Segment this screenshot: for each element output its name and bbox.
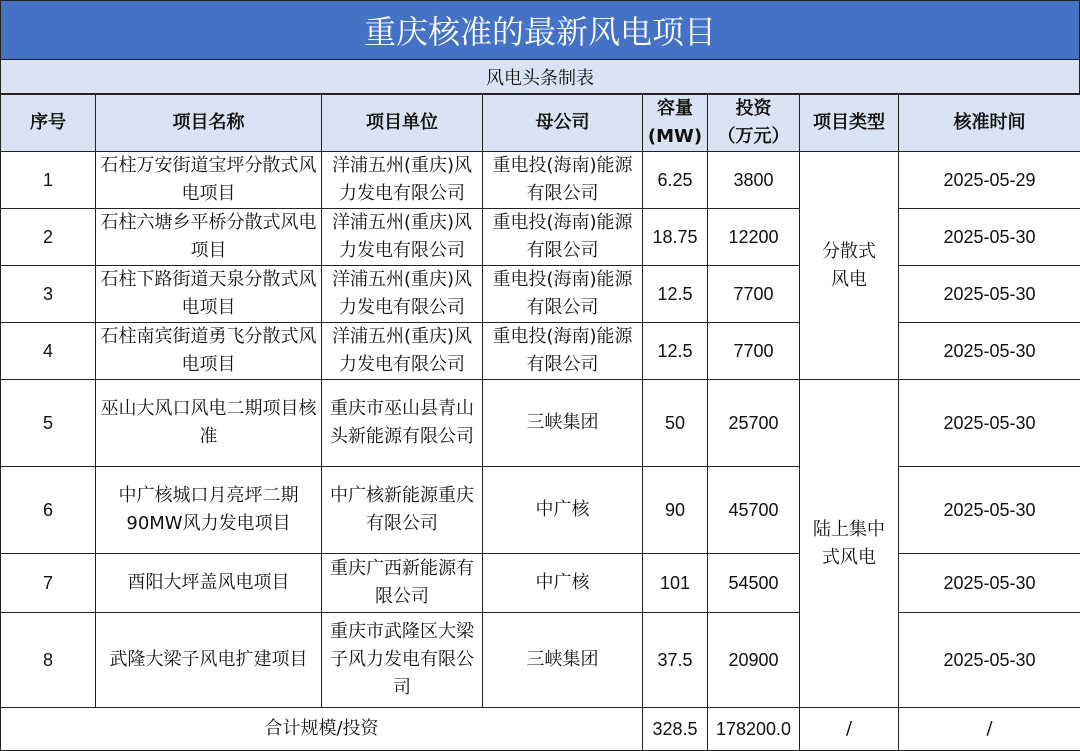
cell-unit: 洋浦五州(重庆)风力发电有限公司 (322, 323, 483, 380)
header-type: 项目类型 (800, 95, 899, 152)
cell-name: 石柱下路街道天泉分散式风电项目 (96, 266, 322, 323)
total-capacity: 328.5 (643, 708, 708, 751)
cell-date: 2025-05-30 (899, 323, 1080, 380)
cell-seq: 5 (1, 380, 96, 467)
total-type: / (800, 708, 899, 751)
cell-seq: 2 (1, 209, 96, 266)
cell-parent: 重电投(海南)能源有限公司 (483, 266, 643, 323)
cell-seq: 8 (1, 613, 96, 708)
cell-capacity: 50 (643, 380, 708, 467)
header-capacity (643, 95, 708, 152)
cell-capacity: 6.25 (643, 152, 708, 209)
total-invest: 178200.0 (708, 708, 800, 751)
cell-invest: 7700 (708, 266, 800, 323)
header-date: 核准时间 (899, 95, 1080, 152)
cell-seq: 6 (1, 467, 96, 554)
header-capacity-line1: 容量 (645, 95, 705, 123)
type-centralized-label: 陆上集中式风电 (811, 516, 887, 572)
cell-invest: 54500 (708, 554, 800, 613)
cell-capacity: 18.75 (643, 209, 708, 266)
table-row (1, 380, 1080, 467)
table-row (1, 152, 1080, 209)
cell-unit: 重庆市巫山县青山头新能源有限公司 (322, 380, 483, 467)
header-invest (708, 95, 800, 152)
cell-name: 石柱南宾街道勇飞分散式风电项目 (96, 323, 322, 380)
cell-capacity: 90 (643, 467, 708, 554)
cell-date: 2025-05-30 (899, 380, 1080, 467)
total-row (1, 708, 1080, 751)
header-unit: 项目单位 (322, 95, 483, 152)
cell-invest: 3800 (708, 152, 800, 209)
header-name: 项目名称 (96, 95, 322, 152)
cell-unit: 洋浦五州(重庆)风力发电有限公司 (322, 152, 483, 209)
cell-seq: 3 (1, 266, 96, 323)
table-row (1, 613, 1080, 708)
header-capacity-line2: (MW) (645, 123, 705, 151)
cell-unit: 洋浦五州(重庆)风力发电有限公司 (322, 266, 483, 323)
table-row (1, 554, 1080, 613)
cell-date: 2025-05-30 (899, 266, 1080, 323)
header-invest-line2: （万元） (710, 123, 797, 151)
cell-unit: 中广核新能源重庆有限公司 (322, 467, 483, 554)
cell-unit: 重庆市武隆区大梁子风力发电有限公司 (322, 613, 483, 708)
table-row (1, 266, 1080, 323)
cell-date: 2025-05-30 (899, 209, 1080, 266)
cell-name: 酉阳大坪盖风电项目 (96, 554, 322, 613)
cell-capacity: 12.5 (643, 323, 708, 380)
cell-parent: 中广核 (483, 554, 643, 613)
total-date: / (899, 708, 1080, 751)
cell-name: 武隆大梁子风电扩建项目 (96, 613, 322, 708)
cell-date: 2025-05-30 (899, 554, 1080, 613)
total-label: 合计规模/投资 (1, 708, 643, 751)
table-subtitle: 风电头条制表 (0, 60, 1080, 94)
cell-seq: 7 (1, 554, 96, 613)
cell-name: 石柱六塘乡平桥分散式风电项目 (96, 209, 322, 266)
page-title: 重庆核准的最新风电项目 (0, 0, 1080, 60)
cell-invest: 20900 (708, 613, 800, 708)
table-row (1, 467, 1080, 554)
cell-invest: 7700 (708, 323, 800, 380)
header-seq: 序号 (1, 95, 96, 152)
header-invest-line1: 投资 (710, 95, 797, 123)
cell-seq: 4 (1, 323, 96, 380)
cell-capacity: 101 (643, 554, 708, 613)
cell-invest: 45700 (708, 467, 800, 554)
table-row (1, 209, 1080, 266)
table-row (1, 323, 1080, 380)
cell-type-distributed (800, 152, 899, 380)
cell-invest: 25700 (708, 380, 800, 467)
projects-table (0, 94, 1080, 751)
cell-name: 中广核城口月亮坪二期90MW风力发电项目 (96, 467, 322, 554)
cell-capacity: 37.5 (643, 613, 708, 708)
cell-type-centralized (800, 380, 899, 708)
cell-name: 巫山大风口风电二期项目核准 (96, 380, 322, 467)
cell-parent: 重电投(海南)能源有限公司 (483, 323, 643, 380)
cell-capacity: 12.5 (643, 266, 708, 323)
cell-parent: 三峡集团 (483, 380, 643, 467)
type-distributed-label: 分散式风电 (820, 238, 878, 294)
cell-date: 2025-05-30 (899, 613, 1080, 708)
cell-name: 石柱万安街道宝坪分散式风电项目 (96, 152, 322, 209)
cell-date: 2025-05-30 (899, 467, 1080, 554)
cell-parent: 重电投(海南)能源有限公司 (483, 209, 643, 266)
cell-parent: 重电投(海南)能源有限公司 (483, 152, 643, 209)
cell-parent: 三峡集团 (483, 613, 643, 708)
cell-unit: 重庆广西新能源有限公司 (322, 554, 483, 613)
cell-parent: 中广核 (483, 467, 643, 554)
header-parent: 母公司 (483, 95, 643, 152)
cell-date: 2025-05-29 (899, 152, 1080, 209)
header-row (1, 95, 1080, 152)
cell-seq: 1 (1, 152, 96, 209)
cell-unit: 洋浦五州(重庆)风力发电有限公司 (322, 209, 483, 266)
cell-invest: 12200 (708, 209, 800, 266)
